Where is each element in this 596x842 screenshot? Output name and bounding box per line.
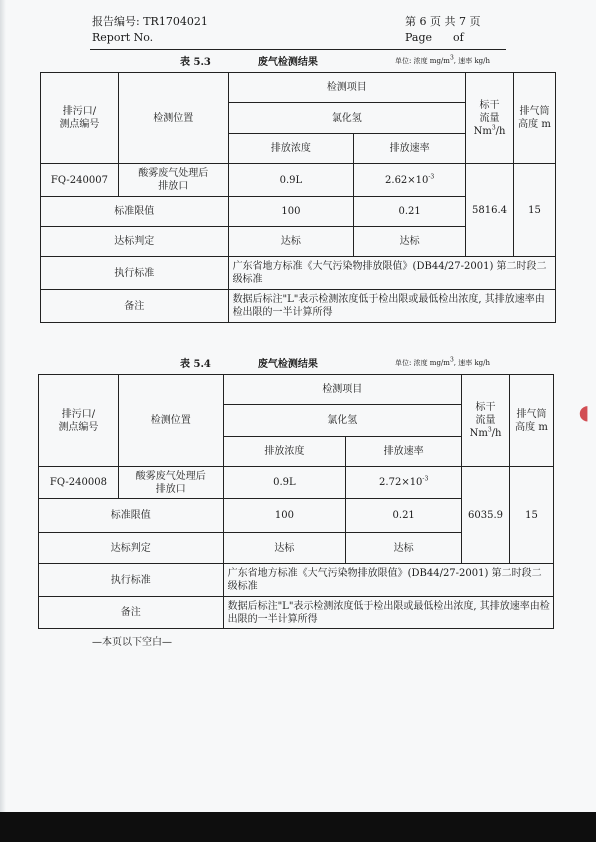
- flow-value: 5816.4: [466, 164, 514, 257]
- page-number-block: [405, 14, 480, 46]
- report-number-en: Report No.: [92, 31, 154, 44]
- judge-rate: 达标: [346, 533, 462, 564]
- table-1-number: 表 5.3: [180, 57, 211, 68]
- header-concentration: 排放浓度: [228, 134, 354, 164]
- stack-height-value: 15: [514, 164, 556, 257]
- standard-label: 执行标准: [39, 564, 224, 597]
- note-text: 数据后标注"L"表示检测浓度低于检出限或最低检出浓度, 其排放速率由检出限的一半计算所得: [228, 290, 555, 323]
- header-rate: 排放速率: [346, 437, 462, 467]
- judge-concentration: 达标: [223, 533, 346, 564]
- standard-text: 广东省地方标准《大气污染物排放限值》(DB44/27-2001) 第二时段二级标准: [223, 564, 553, 597]
- header-stack: 排气筒 高度 m: [514, 73, 556, 164]
- header-items: 检测项目: [228, 73, 466, 103]
- table-row: [41, 257, 556, 290]
- page-number-cn: 第 6 页 共 7 页: [405, 15, 481, 28]
- header-outlet: 排污口/ 测点编号: [41, 73, 119, 164]
- rate-value: $2.72\times 10^{-3}$: [346, 467, 462, 499]
- outlet-id: FQ-240007: [41, 164, 119, 197]
- table-2-number: 表 5.4: [180, 359, 211, 370]
- note-label: 备注: [41, 290, 229, 323]
- note-label: 备注: [39, 597, 224, 629]
- header-pollutant: 氯化氢: [223, 405, 461, 437]
- concentration-value: 0.9L: [223, 467, 346, 499]
- header-location: 检测位置: [118, 73, 228, 164]
- header-location: 检测位置: [118, 375, 223, 467]
- flow-value: 6035.9: [462, 467, 510, 564]
- table-1-caption: [180, 53, 318, 68]
- rate-value: $2.62\times 10^{-3}$: [354, 164, 466, 197]
- judge-label: 达标判定: [41, 227, 229, 257]
- table-row: [41, 164, 556, 197]
- limit-concentration: 100: [228, 197, 354, 227]
- limit-rate: 0.21: [354, 197, 466, 227]
- blank-below-notice: —本页以下空白—: [92, 637, 172, 648]
- red-seal-stamp: ◖: [572, 400, 596, 424]
- table-row: [41, 290, 556, 323]
- outlet-id: FQ-240008: [39, 467, 119, 499]
- judge-concentration: 达标: [228, 227, 354, 257]
- header-items: 检测项目: [223, 375, 461, 405]
- table-row: [39, 564, 554, 597]
- outlet-location: 酸雾废气处理后 排放口: [118, 467, 223, 499]
- header-stack: 排气筒 高度 m: [510, 375, 554, 467]
- page-number-en: Page of: [405, 31, 464, 44]
- table-2: [38, 374, 554, 629]
- judge-rate: 达标: [354, 227, 466, 257]
- header-flow: 标干 流量 Nm$^3$/h: [462, 375, 510, 467]
- table-1-title: 废气检测结果: [257, 57, 318, 68]
- concentration-value: 0.9L: [228, 164, 354, 197]
- table-row: [39, 597, 554, 629]
- header-pollutant: 氯化氢: [228, 103, 466, 134]
- table-row: [39, 467, 554, 499]
- stack-height-value: 15: [510, 467, 554, 564]
- limit-label: 标准限值: [39, 499, 224, 533]
- standard-label: 执行标准: [41, 257, 229, 290]
- report-number-block: [92, 14, 208, 46]
- limit-concentration: 100: [223, 499, 346, 533]
- standard-text: 广东省地方标准《大气污染物排放限值》(DB44/27-2001) 第二时段二级标准: [228, 257, 555, 290]
- report-number-cn: 报告编号: TR1704021: [92, 15, 208, 28]
- table-1: [40, 72, 556, 323]
- header-rate: 排放速率: [354, 134, 466, 164]
- limit-rate: 0.21: [346, 499, 462, 533]
- scan-edge: [0, 0, 6, 812]
- table-2-title: 废气检测结果: [257, 359, 318, 370]
- header-divider: [90, 49, 506, 50]
- outlet-location: 酸雾废气处理后 排放口: [118, 164, 228, 197]
- table-2-caption: [180, 355, 318, 370]
- header-flow: 标干 流量 Nm$^3$/h: [466, 73, 514, 164]
- header-concentration: 排放浓度: [223, 437, 346, 467]
- judge-label: 达标判定: [39, 533, 224, 564]
- scan-bottom-edge: [0, 812, 596, 842]
- table-1-unit: 单位: 浓度 $mg/m^3$, 速率 kg/h: [395, 54, 491, 65]
- header-outlet: 排污口/ 测点编号: [39, 375, 119, 467]
- table-2-unit: 单位: 浓度 $mg/m^3$, 速率 kg/h: [395, 356, 491, 367]
- note-text: 数据后标注"L"表示检测浓度低于检出限或最低检出浓度, 其排放速率由检出限的一半计算所得: [223, 597, 553, 629]
- limit-label: 标准限值: [41, 197, 229, 227]
